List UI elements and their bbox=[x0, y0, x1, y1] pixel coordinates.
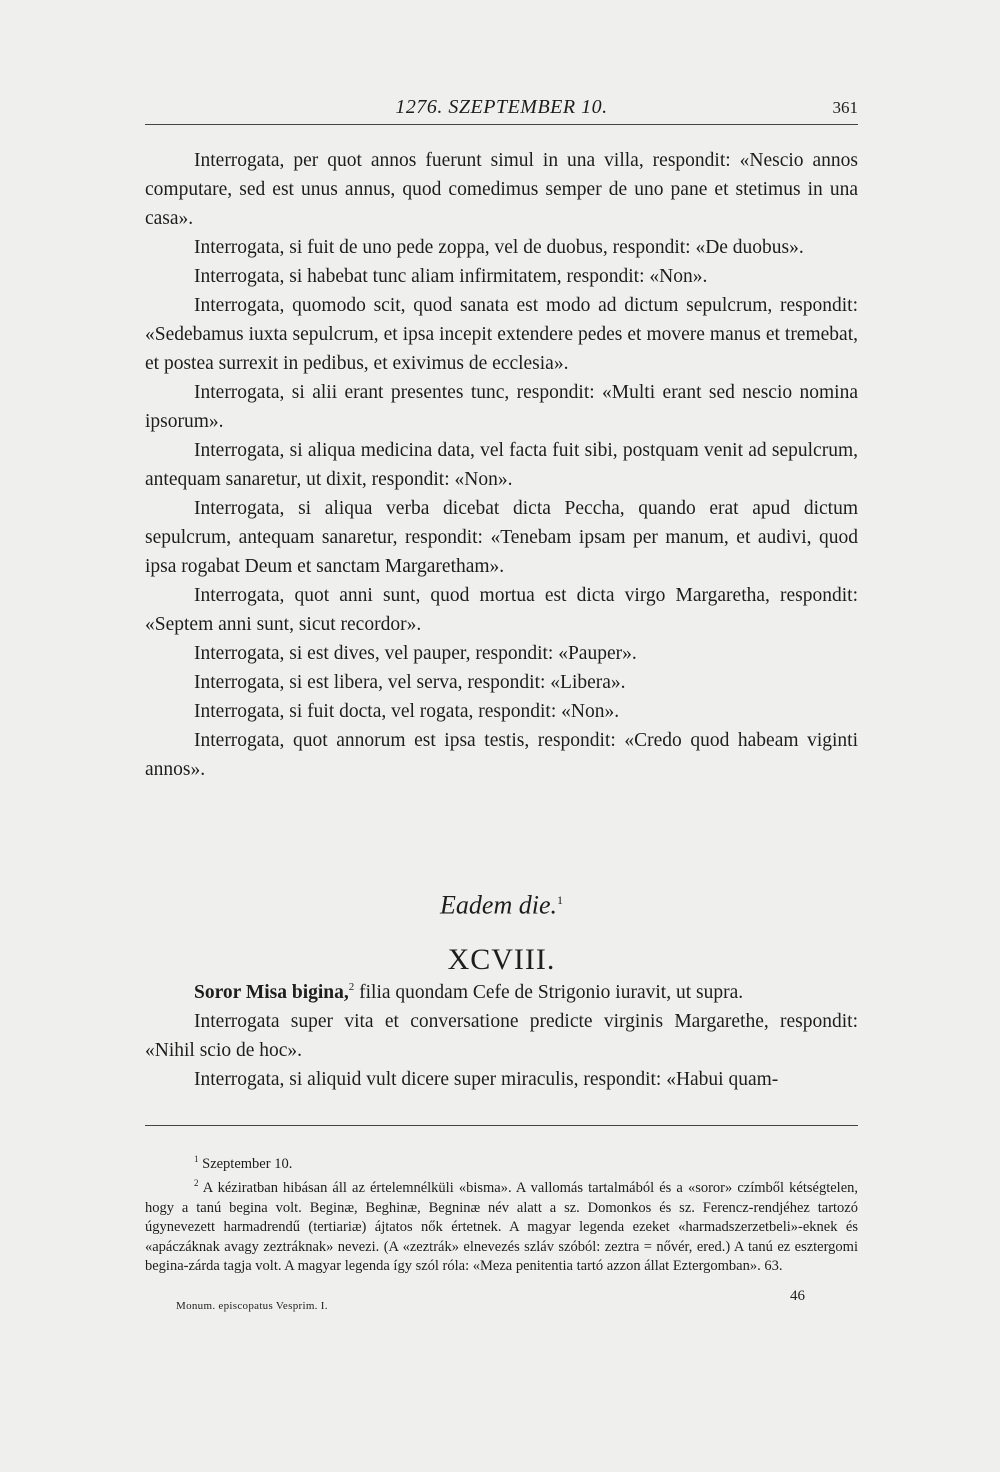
page-number: 361 bbox=[832, 98, 858, 117]
paragraph bbox=[145, 978, 858, 1007]
footnote-ref: 2 bbox=[348, 981, 355, 993]
paragraph: Interrogata, per quot annos fuerunt simul in una villa, respondit: «Nescio annos computare, sed est unus annus, quod comedimus semper de uno pane et stetimus in una casa». bbox=[145, 150, 858, 229]
paragraph: Interrogata, si aliqua medicina data, vel facta fuit sibi, postquam venit ad sepulcrum, antequam sanaretur, ut dixit, respondit: «Non». bbox=[145, 440, 858, 490]
running-header bbox=[145, 96, 858, 126]
paragraph: Interrogata super vita et conversatione predicte virginis Margarethe, respondit: «Nihil scio de hoc». bbox=[145, 1011, 858, 1061]
section-text bbox=[145, 978, 858, 1094]
paragraph: Interrogata, si fuit docta, vel rogata, respondit: «Non». bbox=[194, 701, 620, 722]
footnote-text: Szeptember 10. bbox=[198, 1155, 293, 1172]
paragraph: Interrogata, si aliqua verba dicebat dicta Peccha, quando erat apud dictum sepulcrum, antequam sanaretur, respondit: «Tenebam ipsam per manum, et audivi, quod ipsa rogabat Deum et sanctam Margaretham». bbox=[145, 498, 858, 577]
paragraph: Interrogata, si habebat tunc aliam infirmitatem, respondit: «Non». bbox=[194, 266, 708, 287]
paragraph: Interrogata, si aliquid vult dicere super miraculis, respondit: «Habui quam- bbox=[194, 1069, 779, 1090]
section-number: XCVIII. bbox=[447, 942, 556, 976]
footnote-rule bbox=[145, 1125, 858, 1126]
footnote bbox=[145, 1174, 858, 1276]
footnote-mark: 1 bbox=[194, 1154, 199, 1164]
paragraph: Interrogata, si est libera, vel serva, respondit: «Libera». bbox=[194, 672, 626, 693]
witness-name: Soror Misa bigina, bbox=[194, 982, 349, 1003]
section-date-text: Eadem die. bbox=[440, 890, 557, 920]
paragraph: Interrogata, si alii erant presentes tunc, respondit: «Multi erant sed nescio nomina ipsorum». bbox=[145, 382, 858, 432]
paragraph-rest: filia quondam Cefe de Strigonio iuravit, ut supra. bbox=[354, 982, 744, 1003]
footnote-text: A kéziratban hibásan áll az értelemnélküli «bisma». A vallomás tartalmából és a «soror» czímből kétségtelen, hogy a tanú begina volt. Beginæ, Beghinæ, Begninæ név alatt a sz. Domonkos és sz. Ferencz-rendjéhez tartozó úgynevezett harmadrendű (tertiariæ) ájtatos nők értetnek. A magyar legenda ezeket «harmadszerzetbeli»-eknek és «apáczáknak avagy zeztráknak» nevezi. (A «zeztrák» elnevezés szláv szóból: zeztra = nővér, ered.) A tanú ez esztergomi begina-zárda tagja volt. A magyar legenda így szól róla: «Meza penitentia tartó azzon állat Eztergomban». 63. bbox=[145, 1180, 858, 1275]
paragraph: Interrogata, quomodo scit, quod sanata est modo ad dictum sepulcrum, respondit: «Sedebamus iuxta sepulcrum, et ipsa incepit extendere pedes et movere manus et tremebat, et postea surrexit in pedibus, et exivimus de ecclesia». bbox=[145, 295, 858, 374]
header-title: 1276. SZEPTEMBER 10. bbox=[395, 96, 608, 118]
section-heading bbox=[145, 880, 858, 980]
paragraph: Interrogata, quot anni sunt, quod mortua est dicta virgo Margaretha, respondit: «Septem anni sunt, sicut recordor». bbox=[145, 585, 858, 635]
paragraph: Interrogata, si fuit de uno pede zoppa, vel de duobus, respondit: «De duobus». bbox=[194, 237, 804, 258]
testimony-text bbox=[145, 146, 858, 784]
footnote-mark: 2 bbox=[194, 1178, 199, 1189]
header-rule bbox=[145, 124, 858, 125]
section-date bbox=[145, 880, 858, 926]
sheet-number: 46 bbox=[790, 1288, 805, 1304]
paragraph: Interrogata, si est dives, vel pauper, respondit: «Pauper». bbox=[194, 643, 637, 664]
footnotes bbox=[145, 1150, 858, 1277]
footnote-ref: 1 bbox=[556, 893, 563, 907]
footnote bbox=[145, 1150, 858, 1174]
signature-line: Monum. episcopatus Vesprim. I. bbox=[176, 1300, 328, 1312]
paragraph: Interrogata, quot annorum est ipsa testis, respondit: «Credo quod habeam viginti annos». bbox=[145, 730, 858, 780]
